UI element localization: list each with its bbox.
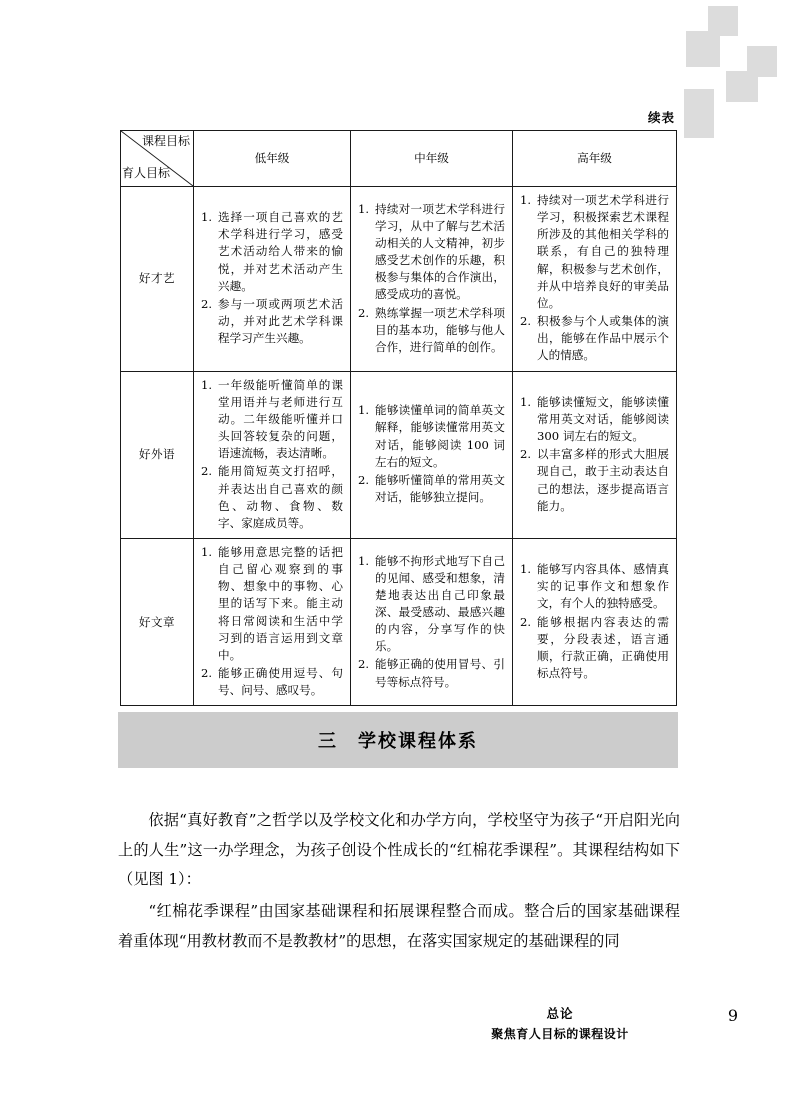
list-item: 一年级能听懂简单的课堂用语并与老师进行互动。二年级能听懂并口头回答较复杂的问题，语速流畅，表达清晰。 [218,377,343,461]
corner-label-course-objective: 课程目标 [141,134,190,148]
body-content [118,806,680,958]
list-item: 熟练掌握一项艺术学科项目的基本功，能够与他人合作，进行简单的创作。 [375,305,505,354]
list-item: 能够读懂单词的简单英文解释，能够读懂常用英文对话，能够阅读 100 词左右的短文。 [375,403,505,469]
row-label-writing: 好文章 [121,538,194,705]
page-number: 9 [727,1006,738,1025]
list-item: 能够正确的使用冒号、引号等标点符号。 [375,657,505,689]
list-item: 能够用意思完整的话把自己留心观察到的事物、想象中的事物、心里的话写下来。能主动将日常阅读和生活中学习到的语言运用到文章中。 [218,544,343,662]
section-heading-banner [118,712,678,768]
cell-writing-low [194,538,351,705]
list-item: 能够读懂短文，能够读懂常用英文对话，能够阅读 300 词左右的短文。 [537,394,669,444]
item-list [520,192,669,365]
cell-language-mid [351,371,513,538]
list-item: 能够正确使用逗号、句号、问号、感叹号。 [218,666,343,698]
page-footer [0,1004,790,1054]
list-item: 持续对一项艺术学科进行学习，积极探索艺术课程所涉及的其他相关学科的联系，有自己的独特理解，积极参与艺术创作，并从中培养良好的审美品位。 [537,193,669,310]
item-list [358,553,505,691]
list-item: 选择一项自己喜欢的艺术学科进行学习，感受艺术活动给人带来的愉悦，并对艺术活动产生兴趣。 [218,210,343,293]
paragraph-1: 依据“真好教育”之哲学以及学校文化和办学方向，学校坚守为孩子“开启阳光向上的人生”这一办学理念，为孩子创设个性成长的“红棉花季课程”。其课程结构如下（见图 1）： [118,811,680,889]
item-list [358,201,505,356]
list-item: 能够听懂简单的常用英文对话，能够独立提问。 [375,472,505,505]
continued-table-label: 续表 [647,110,675,125]
cell-language-high [513,371,677,538]
cell-language-low [194,371,351,538]
corner-label-person-objective: 育人目标 [122,166,171,181]
column-header-low-grade: 低年级 [194,131,351,187]
decorative-square-5 [684,89,714,138]
item-list [520,561,669,682]
cell-talent-low [194,187,351,372]
cell-writing-mid [351,538,513,705]
item-list [520,394,669,515]
paragraph-2: “红棉花季课程”由国家基础课程和拓展课程整合而成。整合后的国家基础课程着重体现“用教材教而不是教教材”的思想，在落实国家规定的基础课程的同 [118,901,680,950]
column-header-high-grade: 高年级 [513,131,677,187]
objectives-table-wrapper [120,130,676,706]
item-list [201,544,343,699]
list-item: 持续对一项艺术学科进行学习，从中了解与艺术活动相关的人文精神，初步感受艺术创作的乐趣，积极参与集体的合作演出，感受成功的喜悦。 [375,201,505,302]
item-list [358,402,505,506]
item-list [201,209,343,347]
footer-text-block [445,1004,675,1042]
list-item: 以丰富多样的形式大胆展现自己，敢于主动表达自己的想法，逐步提高语言能力。 [537,447,669,513]
list-item: 积极参与个人或集体的演出，能够在作品中展示个人的情感。 [537,314,669,363]
column-header-mid-grade: 中年级 [351,131,513,187]
cell-talent-mid [351,187,513,372]
list-item: 能够根据内容表达的需要，分段表述，语言通顺，行款正确，正确使用标点符号。 [537,614,669,681]
decorative-square-2 [686,31,720,67]
decorative-square-4 [726,71,758,102]
footer-subtitle: 聚焦育人目标的课程设计 [491,1027,629,1041]
list-item: 能用简短英文打招呼，并表达出自己喜欢的颜色、动物、食物、数字、家庭成员等。 [218,464,343,530]
cell-talent-high [513,187,677,372]
item-list [201,377,343,532]
footer-section-title: 总论 [546,1006,574,1021]
table-row [121,538,677,705]
row-label-talent: 好才艺 [121,187,194,372]
table-row [121,371,677,538]
objectives-table [120,130,677,706]
list-item: 能够写内容具体、感情真实的记事作文和想象作文，有个人的独特感受。 [537,562,669,611]
table-header-row [121,131,677,187]
row-label-foreign-language: 好外语 [121,371,194,538]
table-corner-cell [121,131,194,187]
cell-writing-high [513,538,677,705]
section-heading-text: 三 学校课程体系 [318,731,478,752]
list-item: 能够不拘形式地写下自己的见闻、感受和想象，清楚地表达出自己印象最深、最受感动、最感兴趣的内容，分享写作的快乐。 [375,553,505,654]
list-item: 参与一项或两项艺术活动，并对此艺术学科课程学习产生兴趣。 [218,296,343,346]
table-row [121,187,677,372]
